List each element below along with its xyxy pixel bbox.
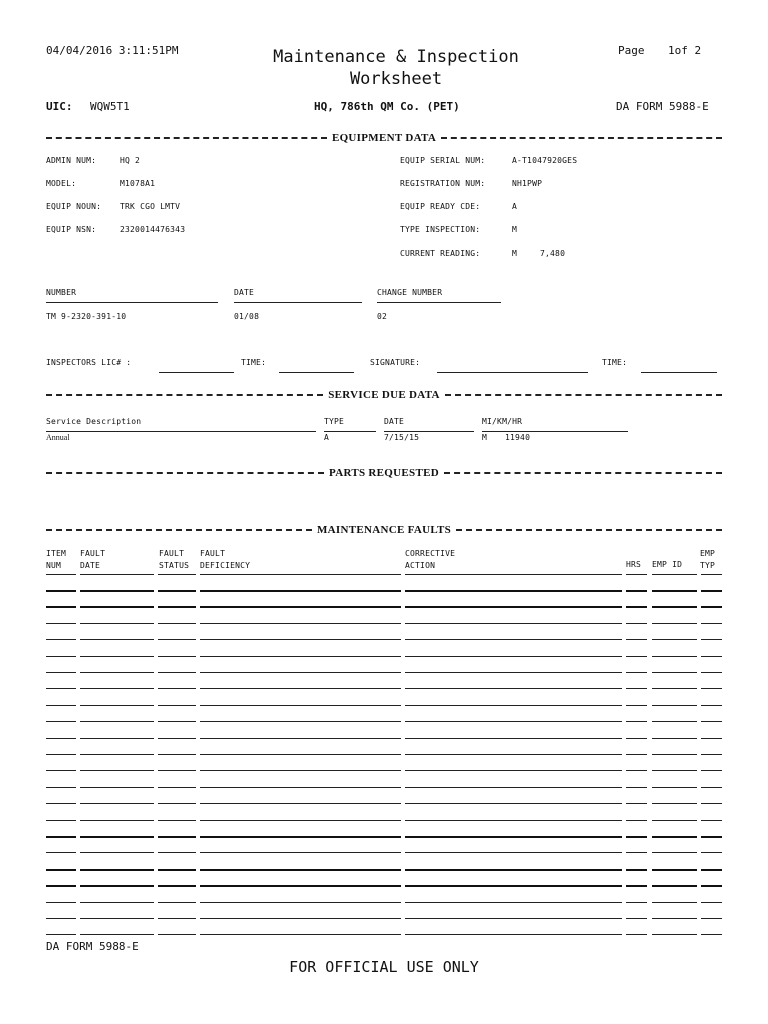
fault-entry-row[interactable] xyxy=(0,738,768,739)
fault-entry-cell[interactable] xyxy=(80,688,154,689)
service-type-rule xyxy=(324,431,376,432)
fault-entry-row[interactable] xyxy=(0,918,768,919)
fault-entry-cell[interactable] xyxy=(626,656,647,657)
time-field[interactable] xyxy=(279,372,354,373)
fault-entry-cell[interactable] xyxy=(200,639,401,640)
fault-entry-row[interactable] xyxy=(0,852,768,853)
fault-entry-cell[interactable] xyxy=(405,836,622,838)
fault-entry-cell[interactable] xyxy=(405,852,622,853)
fault-entry-cell[interactable] xyxy=(626,852,647,853)
fault-entry-cell[interactable] xyxy=(46,738,76,739)
fault-entry-cell[interactable] xyxy=(80,770,154,771)
fault-header-rule xyxy=(0,574,768,575)
fault-entry-cell[interactable] xyxy=(46,934,76,935)
fault-entry-cell[interactable] xyxy=(200,606,401,608)
type-inspection-value: M xyxy=(512,225,518,234)
service-date-label: DATE xyxy=(384,417,405,426)
fault-entry-cell[interactable] xyxy=(701,918,722,919)
fault-entry-cell[interactable] xyxy=(80,590,154,592)
col-hrs: HRS xyxy=(626,560,642,569)
fault-entry-cell[interactable] xyxy=(158,770,196,771)
fault-entry-cell[interactable] xyxy=(626,787,647,788)
equip-noun-value: TRK CGO LMTV xyxy=(120,202,181,211)
fault-entry-cell[interactable] xyxy=(158,590,196,592)
fault-entry-cell[interactable] xyxy=(405,754,622,755)
service-desc-value: Annual xyxy=(46,433,70,442)
fault-entry-cell[interactable] xyxy=(405,590,622,592)
fault-entry-cell[interactable] xyxy=(200,869,401,871)
fault-entry-cell[interactable] xyxy=(626,639,647,640)
col-corrective-action xyxy=(405,548,455,572)
fault-entry-cell[interactable] xyxy=(158,606,196,608)
fault-entry-cell[interactable] xyxy=(46,885,76,887)
fault-entry-cell[interactable] xyxy=(80,885,154,887)
fault-entry-cell[interactable] xyxy=(200,885,401,887)
fault-entry-row[interactable] xyxy=(0,639,768,640)
fault-entry-cell[interactable] xyxy=(626,672,647,673)
fault-entry-cell[interactable] xyxy=(626,820,647,821)
fault-entry-cell[interactable] xyxy=(652,852,697,853)
fault-entry-cell[interactable] xyxy=(701,590,722,592)
fault-entry-cell[interactable] xyxy=(46,852,76,853)
fault-entry-cell[interactable] xyxy=(626,934,647,935)
fault-entry-cell[interactable] xyxy=(626,721,647,722)
fault-entry-cell[interactable] xyxy=(158,869,196,871)
fault-entry-row[interactable] xyxy=(0,606,768,607)
model-label: MODEL: xyxy=(46,179,77,188)
fault-entry-cell[interactable] xyxy=(158,656,196,657)
fault-entry-cell[interactable] xyxy=(652,787,697,788)
col-emp-typ xyxy=(700,548,715,572)
type-inspection-label: TYPE INSPECTION: xyxy=(400,225,481,234)
equip-serial-value: A-T1047920GES xyxy=(512,156,578,165)
fault-entry-cell[interactable] xyxy=(46,869,76,871)
col-item-num-line1: ITEM xyxy=(46,549,67,558)
pub-number-rule xyxy=(46,302,218,303)
service-mi-unit: M xyxy=(482,433,488,442)
fault-entry-cell[interactable] xyxy=(158,721,196,722)
fault-entry-cell[interactable] xyxy=(405,672,622,673)
fault-entry-cell[interactable] xyxy=(158,885,196,887)
fault-entry-cell[interactable] xyxy=(701,754,722,755)
col-fault-deficiency xyxy=(200,548,250,572)
fault-entry-cell[interactable] xyxy=(405,770,622,771)
fault-entry-cell[interactable] xyxy=(200,902,401,903)
fault-entry-cell[interactable] xyxy=(701,852,722,853)
fault-entry-cell[interactable] xyxy=(652,688,697,689)
admin-num-value: HQ 2 xyxy=(120,156,141,165)
fault-entry-row[interactable] xyxy=(0,688,768,689)
page-title-line1: Maintenance & Inspection xyxy=(273,47,519,67)
fault-entry-cell[interactable] xyxy=(46,836,76,838)
fault-entry-cell[interactable] xyxy=(405,902,622,903)
fault-entry-cell[interactable] xyxy=(701,705,722,706)
fault-entry-cell[interactable] xyxy=(200,688,401,689)
fault-entry-cell[interactable] xyxy=(626,770,647,771)
fault-entry-cell[interactable] xyxy=(405,787,622,788)
fault-entry-cell[interactable] xyxy=(80,754,154,755)
fault-entry-cell[interactable] xyxy=(626,869,647,871)
equipment-data-title: EQUIPMENT DATA xyxy=(331,132,437,144)
page-title-line2: Worksheet xyxy=(349,69,443,89)
fault-entry-cell[interactable] xyxy=(158,672,196,673)
fault-entry-cell[interactable] xyxy=(652,770,697,771)
service-due-divider xyxy=(46,388,722,402)
fault-entry-cell[interactable] xyxy=(652,934,697,935)
current-reading-value: 7,480 xyxy=(540,249,566,258)
fault-entry-cell[interactable] xyxy=(701,688,722,689)
fault-entry-cell[interactable] xyxy=(46,902,76,903)
page-title xyxy=(246,46,546,90)
col-fault-deficiency-line2: DEFICIENCY xyxy=(200,561,251,570)
fault-entry-cell[interactable] xyxy=(405,639,622,640)
parts-requested-title: PARTS REQUESTED xyxy=(329,467,439,479)
inspector-lic-label: INSPECTORS LIC# : xyxy=(46,358,132,367)
fault-entry-cell[interactable] xyxy=(405,820,622,821)
fault-entry-cell[interactable] xyxy=(200,787,401,788)
fault-entry-cell[interactable] xyxy=(46,606,76,608)
fault-entry-cell[interactable] xyxy=(200,852,401,853)
fault-entry-cell[interactable] xyxy=(80,869,154,871)
fault-entry-row[interactable] xyxy=(0,902,768,903)
fault-entry-cell[interactable] xyxy=(158,836,196,838)
fault-entry-cell[interactable] xyxy=(701,803,722,804)
fault-entry-cell[interactable] xyxy=(200,836,401,838)
equip-nsn-value: 2320014476343 xyxy=(120,225,186,234)
pub-date-value: 01/08 xyxy=(234,312,260,321)
fault-entry-cell[interactable] xyxy=(80,902,154,903)
fault-entry-cell[interactable] xyxy=(626,606,647,608)
fault-entry-cell[interactable] xyxy=(405,623,622,624)
fault-entry-row[interactable] xyxy=(0,770,768,771)
fault-entry-cell[interactable] xyxy=(701,606,722,608)
fault-entry-cell[interactable] xyxy=(158,787,196,788)
admin-num-label: ADMIN NUM: xyxy=(46,156,97,165)
col-fault-date-line1: FAULT xyxy=(80,549,106,558)
fault-entry-cell[interactable] xyxy=(405,738,622,739)
pub-date-label: DATE xyxy=(234,288,255,297)
equip-serial-label: EQUIP SERIAL NUM: xyxy=(400,156,486,165)
fault-entry-cell[interactable] xyxy=(200,754,401,755)
fault-entry-cell[interactable] xyxy=(626,623,647,624)
col-emp-typ-line1: EMP xyxy=(700,549,716,558)
fault-entry-cell[interactable] xyxy=(701,836,722,838)
pub-number-value: TM 9-2320-391-10 xyxy=(46,312,127,321)
registration-value: NH1PWP xyxy=(512,179,543,188)
fault-entry-row[interactable] xyxy=(0,656,768,657)
fault-entry-cell[interactable] xyxy=(80,918,154,919)
col-item-num xyxy=(46,548,66,572)
service-desc-label: Service Description xyxy=(46,417,142,426)
col-corrective-action-line1: CORRECTIVE xyxy=(405,549,456,558)
fault-entry-cell[interactable] xyxy=(701,869,722,871)
fault-entry-cell[interactable] xyxy=(701,934,722,935)
fault-entry-cell[interactable] xyxy=(158,803,196,804)
fault-entry-cell[interactable] xyxy=(701,770,722,771)
parts-requested-divider xyxy=(46,466,722,480)
fault-entry-cell[interactable] xyxy=(80,656,154,657)
service-mi-rule xyxy=(482,431,628,432)
fault-entry-cell[interactable] xyxy=(46,721,76,722)
fault-entry-cell[interactable] xyxy=(652,803,697,804)
equip-ready-label: EQUIP READY CDE: xyxy=(400,202,481,211)
service-mi-value: 11940 xyxy=(505,433,531,442)
maintenance-faults-divider xyxy=(46,523,722,537)
page-number: 1of 2 xyxy=(668,44,702,57)
fault-entry-cell[interactable] xyxy=(701,672,722,673)
time2-field[interactable] xyxy=(641,372,717,373)
change-number-label: CHANGE NUMBER xyxy=(377,288,443,297)
fault-entry-cell[interactable] xyxy=(405,656,622,657)
fault-entry-cell[interactable] xyxy=(46,705,76,706)
fault-entry-cell[interactable] xyxy=(46,623,76,624)
fault-entry-cell[interactable] xyxy=(80,852,154,853)
fault-entry-cell[interactable] xyxy=(626,738,647,739)
fault-entry-cell[interactable] xyxy=(405,885,622,887)
fault-entry-cell[interactable] xyxy=(701,787,722,788)
time2-label: TIME: xyxy=(602,358,628,367)
fault-entry-cell[interactable] xyxy=(80,623,154,624)
service-date-rule xyxy=(384,431,474,432)
fault-entry-cell[interactable] xyxy=(158,754,196,755)
fault-entry-cell[interactable] xyxy=(46,672,76,673)
fault-entry-cell[interactable] xyxy=(80,934,154,935)
fault-entry-cell[interactable] xyxy=(652,721,697,722)
fault-entry-cell[interactable] xyxy=(200,623,401,624)
fault-entry-cell[interactable] xyxy=(626,754,647,755)
service-type-value: A xyxy=(324,433,330,442)
fault-entry-cell[interactable] xyxy=(158,934,196,935)
fault-entry-cell[interactable] xyxy=(652,590,697,592)
fault-entry-cell[interactable] xyxy=(158,705,196,706)
fault-entry-cell[interactable] xyxy=(200,918,401,919)
fault-entry-cell[interactable] xyxy=(701,656,722,657)
col-emp-typ-line2: TYP xyxy=(700,561,716,570)
fault-entry-cell[interactable] xyxy=(405,869,622,871)
model-value: M1078A1 xyxy=(120,179,156,188)
fault-entry-row[interactable] xyxy=(0,787,768,788)
time-label: TIME: xyxy=(241,358,267,367)
fault-entry-row[interactable] xyxy=(0,803,768,804)
fault-entry-cell[interactable] xyxy=(158,852,196,853)
fault-entry-cell[interactable] xyxy=(158,820,196,821)
col-fault-status-line1: FAULT xyxy=(159,549,185,558)
fault-entry-cell[interactable] xyxy=(200,934,401,935)
print-datetime: 04/04/2016 3:11:51PM xyxy=(46,44,179,57)
unit-name: HQ, 786th QM Co. (PET) xyxy=(314,100,460,113)
col-fault-date xyxy=(80,548,105,572)
col-fault-status xyxy=(159,548,189,572)
fault-entry-cell[interactable] xyxy=(405,918,622,919)
fault-entry-cell[interactable] xyxy=(701,902,722,903)
service-type-label: TYPE xyxy=(324,417,345,426)
fault-entry-cell[interactable] xyxy=(46,770,76,771)
col-emp-id: EMP ID xyxy=(652,560,683,569)
fault-entry-cell[interactable] xyxy=(701,738,722,739)
col-fault-deficiency-line1: FAULT xyxy=(200,549,226,558)
fault-entry-cell[interactable] xyxy=(626,688,647,689)
fault-entry-cell[interactable] xyxy=(200,656,401,657)
fault-entry-cell[interactable] xyxy=(626,803,647,804)
fault-entry-cell[interactable] xyxy=(701,623,722,624)
fault-entry-cell[interactable] xyxy=(46,918,76,919)
fault-entry-cell[interactable] xyxy=(626,918,647,919)
fault-entry-cell[interactable] xyxy=(652,656,697,657)
fault-entry-row[interactable] xyxy=(0,705,768,706)
fault-entry-cell[interactable] xyxy=(626,705,647,706)
fault-entry-row[interactable] xyxy=(0,754,768,755)
fault-entry-cell[interactable] xyxy=(652,836,697,838)
change-number-rule xyxy=(377,302,501,303)
fault-entry-cell[interactable] xyxy=(158,918,196,919)
fault-entry-cell[interactable] xyxy=(80,705,154,706)
fault-entry-cell[interactable] xyxy=(200,721,401,722)
col-fault-status-line2: STATUS xyxy=(159,561,190,570)
fault-entry-cell[interactable] xyxy=(200,738,401,739)
pub-date-rule xyxy=(234,302,362,303)
fault-entry-row[interactable] xyxy=(0,836,768,837)
fault-entry-cell[interactable] xyxy=(46,787,76,788)
service-date-value: 7/15/15 xyxy=(384,433,420,442)
fault-entry-cell[interactable] xyxy=(652,672,697,673)
fault-entry-cell[interactable] xyxy=(652,639,697,640)
fault-entry-cell[interactable] xyxy=(46,639,76,640)
service-due-title: SERVICE DUE DATA xyxy=(328,389,440,401)
fault-entry-cell[interactable] xyxy=(80,721,154,722)
fault-entry-cell[interactable] xyxy=(652,738,697,739)
fault-entry-cell[interactable] xyxy=(158,639,196,640)
equip-noun-label: EQUIP NOUN: xyxy=(46,202,102,211)
fault-entry-cell[interactable] xyxy=(46,656,76,657)
footer-form-id: DA FORM 5988-E xyxy=(46,940,139,953)
fault-entry-cell[interactable] xyxy=(701,639,722,640)
equipment-data-divider xyxy=(46,131,722,145)
fault-entry-cell[interactable] xyxy=(200,590,401,592)
fault-entry-cell[interactable] xyxy=(652,918,697,919)
pub-number-label: NUMBER xyxy=(46,288,77,297)
uic-value: WQW5T1 xyxy=(90,100,130,113)
classification-banner: FOR OFFICIAL USE ONLY xyxy=(289,958,479,976)
fault-entry-cell[interactable] xyxy=(701,820,722,821)
signature-field[interactable] xyxy=(437,372,588,373)
fault-entry-row[interactable] xyxy=(0,623,768,624)
fault-entry-row[interactable] xyxy=(0,885,768,886)
fault-entry-cell[interactable] xyxy=(80,820,154,821)
fault-entry-cell[interactable] xyxy=(200,672,401,673)
fault-entry-cell[interactable] xyxy=(158,902,196,903)
fault-entry-cell[interactable] xyxy=(200,820,401,821)
fault-entry-cell[interactable] xyxy=(80,639,154,640)
current-reading-unit: M xyxy=(512,249,518,258)
col-corrective-action-line2: ACTION xyxy=(405,561,436,570)
fault-entry-cell[interactable] xyxy=(46,688,76,689)
fault-entry-cell[interactable] xyxy=(701,721,722,722)
fault-entry-cell[interactable] xyxy=(626,836,647,838)
fault-entry-cell[interactable] xyxy=(200,705,401,706)
fault-entry-cell[interactable] xyxy=(652,754,697,755)
fault-entry-cell[interactable] xyxy=(158,738,196,739)
form-id: DA FORM 5988-E xyxy=(616,100,709,113)
page-label: Page xyxy=(618,44,645,57)
col-item-num-line2: NUM xyxy=(46,561,62,570)
fault-entry-cell[interactable] xyxy=(626,590,647,592)
service-desc-rule xyxy=(46,431,316,432)
maintenance-faults-title: MAINTENANCE FAULTS xyxy=(316,524,452,536)
fault-entry-row[interactable] xyxy=(0,672,768,673)
fault-entry-cell[interactable] xyxy=(652,902,697,903)
fault-entry-cell[interactable] xyxy=(80,836,154,838)
fault-entry-cell[interactable] xyxy=(405,705,622,706)
fault-entry-cell[interactable] xyxy=(405,721,622,722)
current-reading-label: CURRENT READING: xyxy=(400,249,481,258)
fault-entry-cell[interactable] xyxy=(80,803,154,804)
fault-entry-cell[interactable] xyxy=(46,820,76,821)
fault-entry-cell[interactable] xyxy=(652,869,697,871)
fault-entry-cell[interactable] xyxy=(405,803,622,804)
fault-entry-cell[interactable] xyxy=(405,934,622,935)
fault-entry-row[interactable] xyxy=(0,590,768,591)
fault-entry-cell[interactable] xyxy=(80,606,154,608)
fault-entry-cell[interactable] xyxy=(626,902,647,903)
equip-nsn-label: EQUIP NSN: xyxy=(46,225,97,234)
fault-entry-cell[interactable] xyxy=(80,738,154,739)
equip-ready-value: A xyxy=(512,202,518,211)
fault-entry-cell[interactable] xyxy=(200,770,401,771)
fault-entry-row[interactable] xyxy=(0,934,768,935)
fault-entry-cell[interactable] xyxy=(652,705,697,706)
fault-entry-cell[interactable] xyxy=(46,803,76,804)
fault-entry-row[interactable] xyxy=(0,869,768,870)
fault-entry-row[interactable] xyxy=(0,721,768,722)
fault-entry-cell[interactable] xyxy=(652,606,697,608)
fault-entry-cell[interactable] xyxy=(200,803,401,804)
fault-entry-cell[interactable] xyxy=(46,754,76,755)
fault-entry-cell[interactable] xyxy=(652,885,697,887)
inspector-lic-field[interactable] xyxy=(159,372,234,373)
change-number-value: 02 xyxy=(377,312,388,321)
fault-entry-cell[interactable] xyxy=(405,688,622,689)
fault-entry-cell[interactable] xyxy=(626,885,647,887)
fault-entry-cell[interactable] xyxy=(652,623,697,624)
fault-entry-cell[interactable] xyxy=(80,787,154,788)
registration-label: REGISTRATION NUM: xyxy=(400,179,486,188)
uic-label: UIC: xyxy=(46,100,73,113)
fault-entry-cell[interactable] xyxy=(652,820,697,821)
fault-entry-cell[interactable] xyxy=(158,623,196,624)
service-mi-label: MI/KM/HR xyxy=(482,417,523,426)
fault-entry-cell[interactable] xyxy=(701,885,722,887)
fault-entry-cell[interactable] xyxy=(405,606,622,608)
fault-entry-cell[interactable] xyxy=(46,590,76,592)
fault-entry-cell[interactable] xyxy=(80,672,154,673)
fault-entry-cell[interactable] xyxy=(158,688,196,689)
fault-entry-row[interactable] xyxy=(0,820,768,821)
signature-label: SIGNATURE: xyxy=(370,358,421,367)
col-fault-date-line2: DATE xyxy=(80,561,101,570)
